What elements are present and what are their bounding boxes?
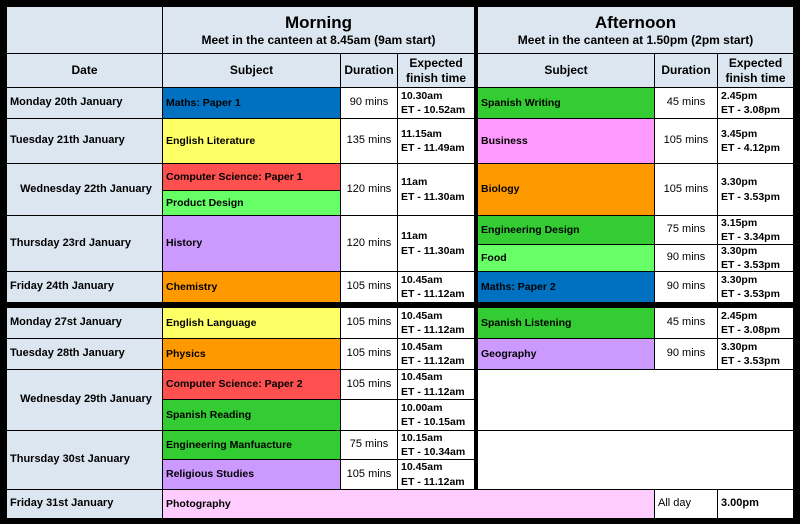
afternoon-title: Afternoon — [594, 12, 677, 32]
extra-time: ET - 10.52am — [401, 104, 466, 116]
finish-time: 3.30pm — [721, 340, 758, 353]
col-date-header: Date — [7, 54, 162, 87]
extra-time: ET - 10.34am — [401, 446, 466, 458]
date-cell: Wednesday 22th January — [7, 164, 162, 215]
am-duration: 105 mins — [341, 339, 397, 369]
pm-subject-2: Food — [478, 245, 654, 271]
extra-time: ET - 4.12pm — [721, 142, 780, 154]
extra-time: ET - 3.53pm — [721, 355, 780, 367]
am-duration-1: 75 mins — [341, 431, 397, 459]
am-subject-1: Computer Science: Paper 1 — [163, 164, 340, 190]
am-subject: Maths: Paper 1 — [163, 88, 340, 118]
am-duration-2: 105 mins — [341, 460, 397, 489]
col-am-subject-header: Subject — [163, 54, 340, 87]
am-subject-2: Product Design — [163, 191, 340, 215]
extra-time: ET - 11.49am — [401, 142, 465, 154]
finish-time: 3.30pm — [721, 245, 758, 257]
col-pm-finish-header — [718, 54, 793, 87]
pm-finish — [718, 119, 793, 163]
date-cell: Thursday 30st January — [7, 431, 162, 489]
finish-time: 3.15pm — [721, 216, 758, 229]
finish-time: 3.30pm — [721, 273, 758, 286]
col-pm-subject-header: Subject — [478, 54, 654, 87]
date-cell: Friday 31st January — [7, 490, 162, 518]
extra-time: ET - 3.53pm — [721, 288, 780, 300]
finish-header-line1: Expected — [728, 56, 783, 71]
morning-header — [163, 7, 474, 53]
date-cell: Monday 20th January — [7, 88, 162, 118]
pm-subject: Maths: Paper 2 — [478, 272, 654, 302]
am-duration: 105 mins — [341, 308, 397, 338]
extra-time: ET - 11.30am — [401, 244, 465, 257]
all-day-duration: All day — [655, 490, 717, 518]
extra-time: ET - 11.30am — [401, 190, 465, 203]
col-am-duration-header: Duration — [341, 54, 397, 87]
pm-finish — [718, 88, 793, 118]
col-pm-duration-header: Duration — [655, 54, 717, 87]
am-duration: 120 mins — [341, 164, 397, 215]
am-duration-2 — [341, 400, 397, 430]
pm-duration: 45 mins — [655, 308, 717, 338]
finish-header-line2: finish time — [405, 70, 466, 85]
finish-time: 10.45am — [401, 273, 443, 286]
am-finish — [398, 308, 474, 338]
finish-time: 10.45am — [401, 309, 443, 322]
am-finish-1 — [398, 370, 474, 399]
date-cell: Wednesday 29th January — [7, 370, 162, 430]
am-finish — [398, 164, 474, 215]
am-finish — [398, 216, 474, 271]
date-cell: Monday 27st January — [7, 308, 162, 338]
date-cell: Friday 24th January — [7, 272, 162, 302]
finish-time: 10.00am — [401, 401, 443, 414]
date-cell: Tuesday 21th January — [7, 119, 162, 163]
extra-time: ET - 3.08pm — [721, 104, 780, 116]
finish-time: 11am — [401, 230, 428, 243]
pm-finish — [718, 164, 793, 215]
extra-time: ET - 10.15am — [401, 416, 466, 428]
pm-finish — [718, 272, 793, 302]
pm-finish-2 — [718, 245, 793, 271]
date-cell: Tuesday 28th January — [7, 339, 162, 369]
am-subject: Physics — [163, 339, 340, 369]
extra-time: ET - 11.12am — [401, 385, 465, 398]
finish-time: 11am — [401, 176, 428, 189]
extra-time: ET - 3.34pm — [721, 231, 780, 243]
pm-subject: Biology — [478, 164, 654, 215]
finish-header-line1: Expected — [409, 56, 463, 71]
pm-finish-1 — [718, 216, 793, 244]
am-duration: 105 mins — [341, 272, 397, 302]
afternoon-header — [478, 7, 793, 53]
pm-empty-cell — [478, 431, 793, 489]
pm-subject: Spanish Listening — [478, 308, 654, 338]
am-duration-1: 105 mins — [341, 370, 397, 399]
finish-time: 2.45pm — [721, 309, 758, 322]
pm-subject: Spanish Writing — [478, 88, 654, 118]
extra-time: ET - 3.53pm — [721, 190, 780, 203]
pm-duration: 105 mins — [655, 119, 717, 163]
pm-subject: Geography — [478, 339, 654, 369]
am-finish-1 — [398, 431, 474, 459]
am-subject: English Literature — [163, 119, 340, 163]
am-duration: 120 mins — [341, 216, 397, 271]
am-finish-2 — [398, 460, 474, 489]
pm-duration-1: 75 mins — [655, 216, 717, 244]
date-cell: Thursday 23rd January — [7, 216, 162, 271]
finish-time: 2.45pm — [721, 89, 758, 102]
am-subject-2: Religious Studies — [163, 460, 340, 489]
pm-subject: Business — [478, 119, 654, 163]
all-day-finish: 3.00pm — [718, 490, 793, 518]
extra-time: ET - 11.12am — [401, 288, 465, 300]
pm-empty-cell — [478, 370, 793, 430]
extra-time: ET - 11.12am — [401, 355, 465, 367]
finish-time: 10.30am — [401, 89, 443, 102]
afternoon-subtitle: Meet in the canteen at 1.50pm (2pm start) — [517, 33, 754, 47]
am-subject: History — [163, 216, 340, 271]
col-am-finish-header — [398, 54, 474, 87]
am-finish-2 — [398, 400, 474, 430]
extra-time: ET - 3.08pm — [721, 324, 780, 336]
pm-duration-2: 90 mins — [655, 245, 717, 271]
am-finish — [398, 88, 474, 118]
am-finish — [398, 339, 474, 369]
finish-time: 10.45am — [401, 340, 443, 353]
am-finish — [398, 119, 474, 163]
am-subject: Chemistry — [163, 272, 340, 302]
morning-subtitle: Meet in the canteen at 8.45am (9am start) — [201, 33, 436, 47]
finish-time: 3.30pm — [721, 176, 758, 189]
finish-time: 10.15am — [401, 431, 443, 444]
pm-duration: 90 mins — [655, 339, 717, 369]
am-subject-1: Engineering Manfuacture — [163, 431, 340, 459]
pm-finish — [718, 339, 793, 369]
pm-subject-1: Engineering Design — [478, 216, 654, 244]
finish-time: 3.45pm — [721, 127, 758, 140]
finish-time: 11.15am — [401, 127, 442, 140]
am-subject-2: Spanish Reading — [163, 400, 340, 430]
finish-time: 10.45am — [401, 461, 443, 474]
finish-header-line2: finish time — [725, 70, 786, 85]
pm-duration: 45 mins — [655, 88, 717, 118]
pm-finish — [718, 308, 793, 338]
morning-title: Morning — [284, 12, 353, 32]
am-finish — [398, 272, 474, 302]
pm-duration: 105 mins — [655, 164, 717, 215]
am-subject-1: Computer Science: Paper 2 — [163, 370, 340, 399]
corner-cell — [7, 7, 162, 53]
am-duration: 90 mins — [341, 88, 397, 118]
extra-time: ET - 11.12am — [401, 475, 465, 488]
extra-time: ET - 11.12am — [401, 324, 465, 336]
finish-time: 10.45am — [401, 371, 443, 384]
all-day-subject: Photography — [163, 490, 654, 518]
am-subject: English Language — [163, 308, 340, 338]
am-duration: 135 mins — [341, 119, 397, 163]
extra-time: ET - 3.53pm — [721, 259, 780, 271]
pm-duration: 90 mins — [655, 272, 717, 302]
